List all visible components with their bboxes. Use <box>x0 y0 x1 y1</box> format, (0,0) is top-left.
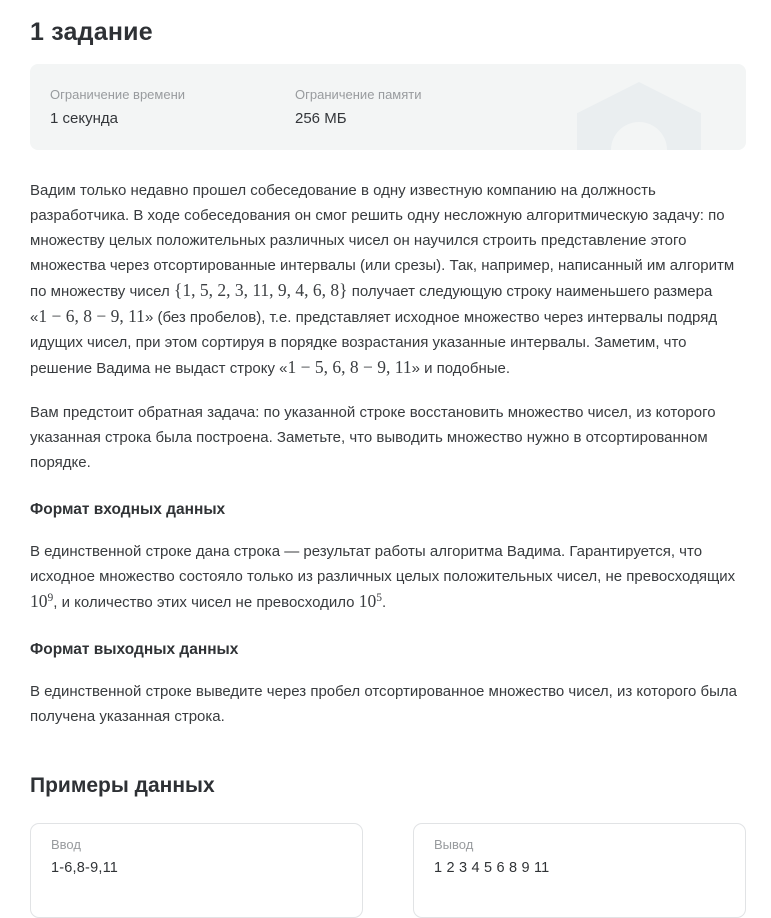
sample-output-value: 1 2 3 4 5 6 8 9 11 <box>434 860 550 876</box>
intro-text-3: » (без пробелов), т.е. представляет исходное множество через интервалы подряд идущих чисел, при этом сортируя в порядке возрастания указанные интервалы. Заметим, что решение Вадима не выдаст строку « <box>30 309 718 377</box>
input-format-text-2: , и количество этих чисел не превосходило <box>53 594 359 611</box>
output-format-heading: Формат выходных данных <box>30 641 239 658</box>
memory-limit <box>295 87 540 150</box>
statement-paragraph-task: Вам предстоит обратная задача: по указанной строке восстановить множество чисел, из которого указанная строка была построена. Заметьте, что выводить множество нужно в отсортированном порядке. <box>30 404 716 471</box>
memory-limit-value: 256 МБ <box>295 110 347 127</box>
time-limit-value: 1 секунда <box>50 110 118 127</box>
math-base: 10 <box>30 591 48 611</box>
math-ten-pow-five <box>359 591 382 611</box>
constraints-panel <box>30 64 746 150</box>
math-number-set: {1, 5, 2, 3, 11, 9, 4, 6, 8} <box>173 280 348 300</box>
math-base: 10 <box>358 591 377 611</box>
time-limit <box>50 87 295 150</box>
samples-row <box>30 823 746 918</box>
intro-text-2: получает следующую строку наименьшего размера « <box>30 283 713 326</box>
input-format-text-3: . <box>381 594 387 611</box>
sample-input-card <box>30 823 363 918</box>
math-exponent: 5 <box>376 591 382 604</box>
input-format-heading: Формат входных данных <box>30 501 226 518</box>
samples-heading: Примеры данных <box>30 774 215 797</box>
problem-statement <box>30 178 746 729</box>
math-interval-string: 1 − 6, 8 − 9, 11 <box>38 306 145 326</box>
intro-text-1: Вадим только недавно прошел собеседование в одну известную компанию на должность разработчика. В ходе собеседования он смог решить одну несложную алгоритмическую задачу: по множеству целых положительных различных чисел он научился строить представление этого множества через отсортированные интервалы (или срезы). Так, например, написанный им алгоритм по множеству чисел <box>30 182 735 300</box>
output-format-paragraph: В единственной строке выведите через пробел отсортированное множество чисел, из которого была получена указанная строка. <box>30 683 738 725</box>
page-title: 1 задание <box>30 18 153 46</box>
sample-input-label: Ввод <box>51 837 81 852</box>
statement-paragraph-intro <box>30 178 746 381</box>
math-wrong-interval-string: 1 − 5, 6, 8 − 9, 11 <box>287 357 412 377</box>
sample-input-value: 1-6,8-9,11 <box>51 860 119 876</box>
intro-text-4: » и подобные. <box>411 360 511 377</box>
input-format-paragraph <box>30 539 746 615</box>
sample-output-label: Вывод <box>434 837 474 852</box>
sample-output-card <box>413 823 746 918</box>
memory-limit-label: Ограничение памяти <box>295 87 422 102</box>
math-exponent: 9 <box>47 591 54 604</box>
time-limit-label: Ограничение времени <box>50 87 186 102</box>
math-ten-pow-nine <box>30 591 53 611</box>
input-format-text-1: В единственной строке дана строка — результат работы алгоритма Вадима. Гарантируется, что исходное множество состояло только из различных целых положительных чисел, не превосходящих <box>30 543 736 585</box>
